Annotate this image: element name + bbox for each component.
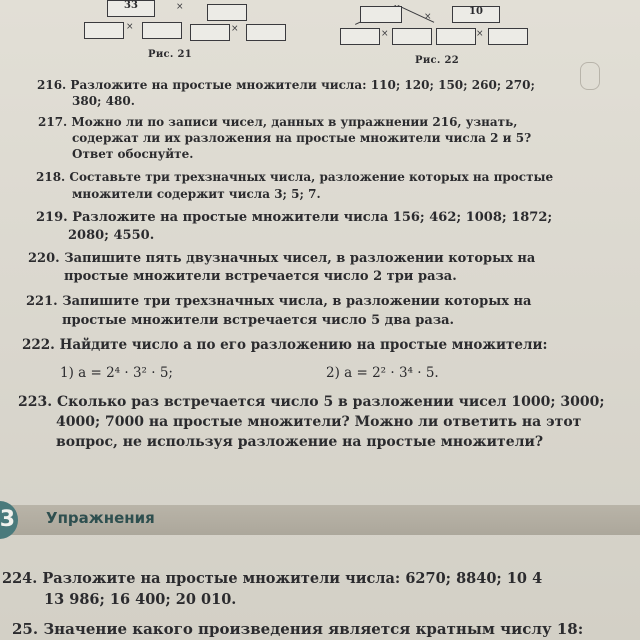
exercise-number: 25. (12, 620, 39, 638)
exercise-text-line: простые множители встречается число 2 три раза. (64, 269, 457, 284)
exercise-text-line: Разложите на простые множители числа: 110; 120; 150; 260; 270; (70, 78, 535, 92)
fig22-caption: Рис. 22 (415, 55, 460, 66)
exercise-text-line: 13 986; 16 400; 20 010. (44, 591, 237, 608)
exercise-text-line: 380; 480. (72, 94, 135, 108)
fig22-times-sign: × (476, 29, 484, 39)
fig21-caption: Рис. 21 (148, 49, 193, 60)
exercise-number: 221. (26, 294, 58, 309)
fig22-top-box (452, 6, 500, 23)
fig22-box (360, 6, 402, 23)
exercise-222-item-2: 2) a = 2² · 3⁴ · 5. (326, 365, 439, 381)
exercise-number: 222. (22, 337, 55, 353)
exercise-text-line: множители содержит числа 3; 5; 7. (72, 187, 321, 201)
exercise-number: 217. (38, 115, 68, 129)
fig21-box (84, 22, 124, 39)
exercise-number: 223. (18, 394, 53, 410)
fig22-top-value: 10 (469, 6, 483, 17)
exercise-text-line: Запишите пять двузначных чисел, в разложении которых на (64, 251, 536, 266)
exercise-text-line: Составьте три трехзначных числа, разложение которых на простые (69, 170, 554, 184)
section-title: Упражнения (46, 509, 155, 527)
section-header (0, 505, 640, 535)
exercise-text-line: Значение какого произведения является кратным числу 18: (43, 620, 584, 638)
fig22-times-sign: × (381, 29, 389, 39)
exercise-text-line: простые множители встречается число 5 два раза. (62, 313, 455, 328)
fig22-box (340, 28, 380, 45)
exercise-number: 219. (36, 210, 68, 225)
fig21-top-box (107, 0, 155, 17)
fig21-box (207, 4, 247, 21)
exercise-text-line: Ответ обоснуйте. (72, 147, 194, 161)
fig21-box (142, 22, 182, 39)
fig21-times-sign: × (231, 24, 239, 34)
fig22-box (392, 28, 432, 45)
exercise-text-line: Разложите на простые множители числа 156; 462; 1008; 1872; (72, 210, 553, 225)
exercise-number: 220. (28, 251, 60, 266)
fig22-box (488, 28, 528, 45)
exercise-text-line: Сколько раз встречается число 5 в разложении чисел 1000; 3000; (56, 394, 605, 410)
exercise-number: 216. (37, 78, 67, 92)
section-number: 3 (0, 501, 18, 539)
exercise-text-line: содержат ли их разложения на простые множители числа 2 и 5? (72, 131, 532, 145)
exercise-text-line: 2080; 4550. (68, 228, 155, 243)
exercise-text-line: 4000; 7000 на простые множители? Можно ли ответить на этот (56, 414, 582, 430)
exercise-text-line: Разложите на простые множители числа: 6270; 8840; 10 4 (42, 570, 543, 587)
exercise-222-item-1: 1) a = 2⁴ · 3² · 5; (60, 365, 173, 381)
fig21-box (246, 24, 286, 41)
fig21-box (190, 24, 230, 41)
exercise-text-line: Запишите три трехзначных числа, в разложении которых на (62, 294, 532, 309)
exercise-text-line: вопрос, не используя разложение на простые множители? (56, 434, 544, 450)
fig21-top-value: 33 (124, 0, 138, 11)
fig21-times-sign: × (176, 2, 184, 12)
exercise-text-line: Можно ли по записи чисел, данных в упражнении 216, узнать, (71, 115, 518, 129)
exercise-text-line: Найдите число a по его разложению на простые множители: (59, 337, 548, 353)
fig22-times-sign: × (424, 12, 432, 22)
fig21-times-sign: × (126, 22, 134, 32)
fig22-box (436, 28, 476, 45)
exercise-number: 224. (2, 570, 38, 587)
exercise-number: 218. (36, 170, 66, 184)
